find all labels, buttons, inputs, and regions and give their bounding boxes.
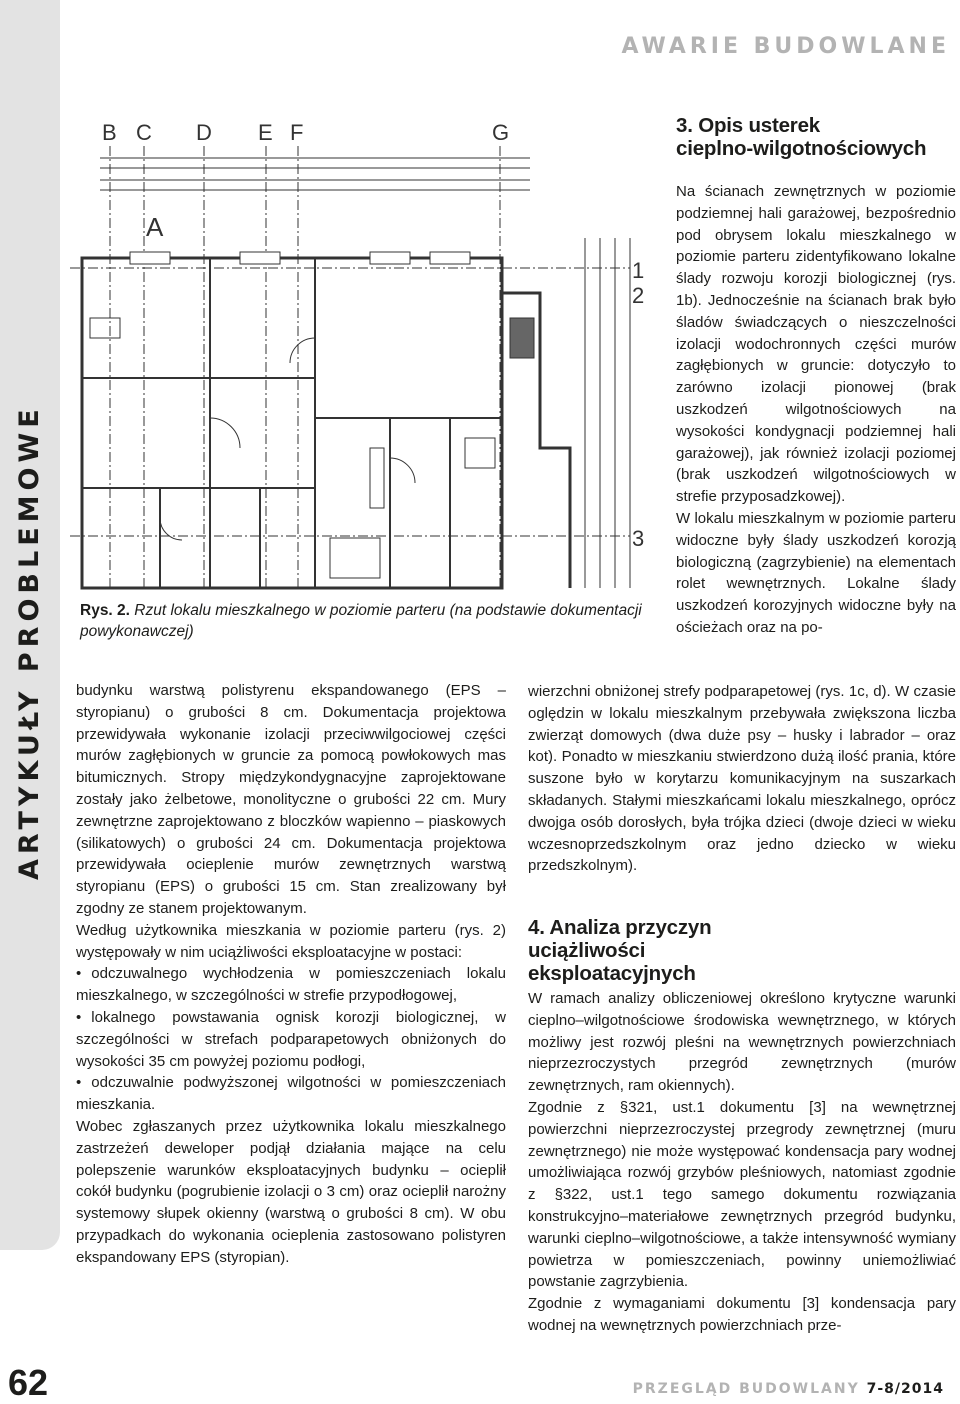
section-3-heading-line-2: cieplno-wilgotnościowych <box>676 137 927 160</box>
axis-label-d: D <box>196 120 212 145</box>
list-item: • odczuwalnego wychłodzenia w pomieszczeniach lokalu mieszkalnego, w szczególności w strefie przypodłogowej, <box>76 963 506 1007</box>
axis-label-1: 1 <box>632 258 645 283</box>
right-column-top <box>676 181 956 639</box>
floor-plan-figure <box>70 118 650 598</box>
list-item: • odczuwalnie podwyższonej wilgotności w pomieszczeniach mieszkania. <box>76 1072 506 1116</box>
section-4-heading-line-2: eksploatacyjnych <box>528 962 696 985</box>
section-3-heading <box>676 114 946 160</box>
axis-label-2: 2 <box>632 283 645 308</box>
right-column-bottom <box>528 988 956 1337</box>
figure-caption <box>80 600 645 642</box>
axis-label-b: B <box>102 120 117 145</box>
section-3-paragraph-2-rest: wierzchni obniżonej strefy podparapetowej (rys. 1c, d). W czasie oględzin w lokalu mieszkalnym przebywała zwiększona liczba zwierząt domowych (dwa duże psy – husky i labrador – oraz kot). Ponadto w mieszkaniu stwierdzono dużą ilość prania, które suszone było w korytarzu komunikacyjnym na suszarkach składanych. Stałymi mieszkańcami lokalu mieszkalnego, oprócz dwojga osób dorosłych, była trójka dzieci (dwoje dzieci w wieku wczesnoprzedszkolnym oraz jedno dziecko w wieku przedszkolnym). <box>528 683 956 875</box>
section-4-heading <box>528 916 828 985</box>
complaint-list <box>76 963 506 1116</box>
section-marker-a: A <box>146 212 164 242</box>
right-column-middle <box>528 681 956 877</box>
sidebar-band <box>0 0 60 1250</box>
axis-label-f: F <box>290 120 304 145</box>
left-column <box>76 680 506 1269</box>
section-4-paragraph-2: Zgodnie z §321, ust.1 dokumentu [3] na wewnętrznej powierzchni nieprzezroczystej przegrody zewnętrznej (muru zewnętrznego) nie może występować kondensacja pary wodnej umożliwiająca rozwój grzybów pleśniowych, natomiast zgodnie z §322, ust.1 tego samego dokumentu rozwiązania konstrukcyjno–materiałowe zewnętrznych przegród budynku, warunki cieplno–wilgotnościowe, a także intensywność wymiany powietrza w pomieszczeniach, powinny uniemożliwiać powstanie zagrzybienia. <box>528 1098 956 1291</box>
journal-issue: 7-8/2014 <box>866 1381 944 1397</box>
journal-name: PRZEGLĄD BUDOWLANY <box>632 1381 867 1397</box>
axis-label-c: C <box>136 120 152 145</box>
section-3-heading-line-1: 3. Opis usterek <box>676 114 820 137</box>
left-paragraph-1: budynku warstwą polistyrenu ekspandowanego (EPS – styropianu) o grubości 8 cm. Dokumentacja projektowa przewidywała wykonanie izolacji przeciwwilgociowej części murów zagłębionych w gruncie za pomocą powłokowych mas bitumicznych. Stropy międzykondygnacyjne zaprojektowane zostały jako żelbetowe, monolityczne o grubości 22 cm. Mury zewnętrzne zaprojektowano z bloczków wapienno – piaskowych (silikatowych) o grubości 24 cm. Dokumentacja projektowa przewidywała ocieplenie murów zewnętrznych warstwą styropianu (EPS) o grubości 15 cm. Stan zrealizowany był zgodny ze stanem projektowanym. <box>76 682 506 917</box>
list-item: • lokalnego powstawania ognisk korozji biologicznej, w szczególności w strefach podparapetowych obniżonych do wysokości 35 cm powyżej poziomu podłogi, <box>76 1007 506 1072</box>
page-number: 62 <box>8 1362 49 1403</box>
floor-plan-drawing <box>70 118 650 598</box>
figure-caption-label: Rys. 2. <box>80 602 130 619</box>
section-3-paragraph-1: Na ścianach zewnętrznych w poziomie podziemnej hali garażowej, bezpośrednio pod obrysem lokalu mieszkalnego w poziomie parteru zidentyfikowano lokalne ślady rozwoju korozji biologicznej (rys. 1b). Jednocześnie na ścianach brak było śladów świadczących o nieszczelności izolacji wodochronnych części murów zagłębionych w gruncie: dotyczyło to zarówno izolacji pionowej (brak uszkodzeń wilgotnościowych na wysokości kondygnacji podziemnej hali garażowej), jak również izolacji poziomej (brak uszkodzeń wilgotnościowych w strefie przyposadzkowej). <box>676 183 956 506</box>
axis-label-3: 3 <box>632 526 645 551</box>
section-3-paragraph-2-start: W lokalu mieszkalnym w poziomie parteru widoczne były ślady uszkodzeń korozją biologiczną (zagrzybienie) na elementach rolet wewnętrznych. Lokalne ślady uszkodzeń korozyjnych widoczne były na ościeżach oraz na po- <box>676 509 956 636</box>
section-4-paragraph-1: W ramach analizy obliczeniowej określono krytyczne warunki cieplno–wilgotnościowe środowiska wewnętrznego, w których możliwy jest rozwój pleśni na wewnętrznych powierzchniach nieprzezroczystych przegród zewnętrznych (murów zewnętrznych, ram okiennych). <box>528 990 956 1095</box>
figure-caption-text: Rzut lokalu mieszkalnego w poziomie parteru (na podstawie dokumentacji powykonawczej) <box>80 602 642 640</box>
journal-footer <box>633 1381 944 1397</box>
section-4-paragraph-3: Zgodnie z wymaganiami dokumentu [3] kondensacja pary wodnej na wewnętrznych powierzchniach prze- <box>528 1295 956 1334</box>
axis-label-e: E <box>258 120 273 145</box>
header-section-label: AWARIE BUDOWLANE <box>621 34 950 59</box>
left-paragraph-2: Według użytkownika mieszkania w poziomie parteru (rys. 2) występowały w nim uciążliwości eksploatacyjne w postaci: <box>76 921 506 961</box>
section-4-heading-line-1: 4. Analiza przyczyn uciążliwości <box>528 916 712 962</box>
left-paragraph-3: Wobec zgłaszanych przez użytkownika lokalu mieszkalnego zastrzeżeń deweloper podjął działania mające na celu polepszenie warunków eksploatacyjnych budynku – ocieplił cokół budynku (pogrubienie izolacji o 3 cm) oraz ocieplił narożny systemowy słupek okienny (warstwą o grubości 8 cm). W obu przypadkach do wykonania ocieplenia zastosowano polistyren ekspandowany EPS (styropian). <box>76 1117 506 1266</box>
axis-label-g: G <box>492 120 510 145</box>
sidebar-section-label: ARTYKUŁY PROBLEMOWE <box>14 404 45 880</box>
